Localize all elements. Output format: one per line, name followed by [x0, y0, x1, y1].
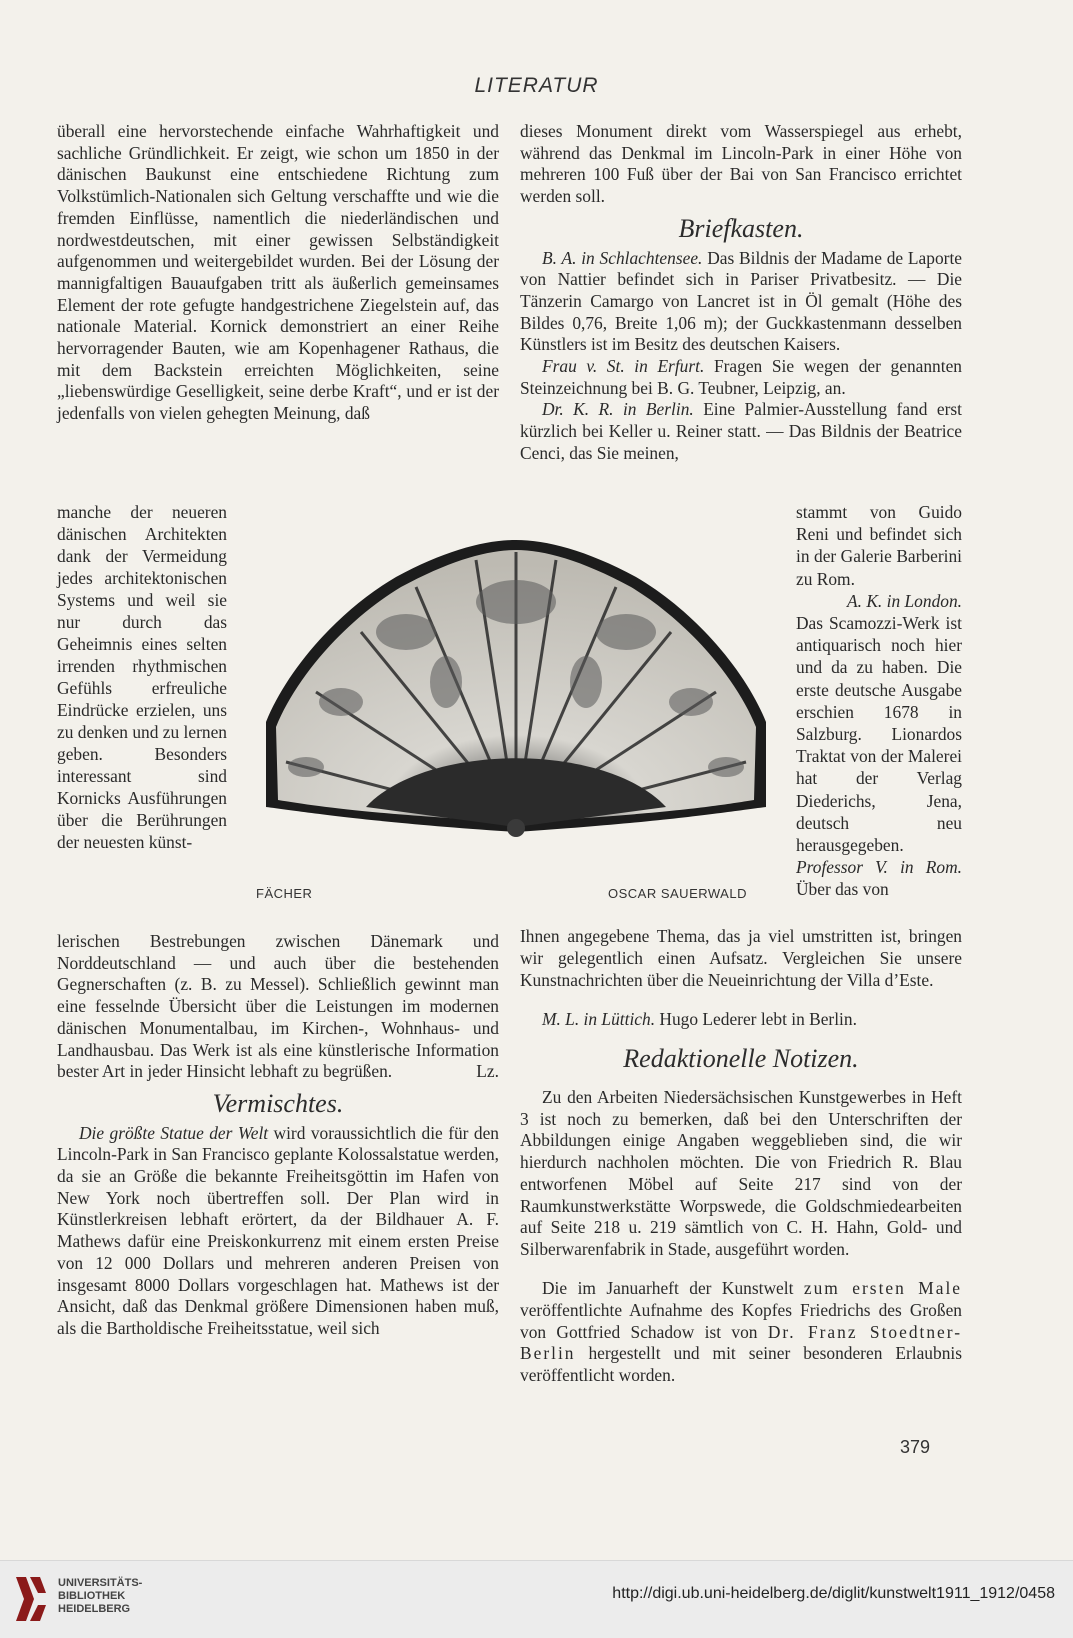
- heading-briefkasten: Briefkasten.: [678, 213, 804, 243]
- left-column-top: [57, 121, 499, 425]
- right-column-bottom: [520, 909, 962, 1404]
- left-paragraph-3: [57, 931, 499, 1083]
- right-narrow-column: [796, 501, 962, 901]
- right-after-figure: Ihnen angegebene Thema, das ja viel umstritten ist, bringen wir gelegentlich einen Aufsatz. Vergleichen Sie unsere Kunstnachrichten über die Neueinrichtung der Villa d’Este.: [520, 926, 962, 990]
- entry-text: Eine Palmier-Ausstellung fand erst kürzlich bei Keller u. Reiner statt. — Das Bildnis der Beatrice Cenci, das Sie meinen,: [520, 399, 962, 463]
- heading-vermischtes: Vermischtes.: [212, 1088, 344, 1118]
- narrow-professor-entry: [796, 856, 962, 900]
- briefkasten-entry: [520, 248, 962, 357]
- briefkasten-entry-lüttich: [520, 1009, 962, 1031]
- redaktion-text: veröffentlichte Aufnahme des Kopfes Friedrichs des Großen von Gottfried Schadow ist von: [520, 1299, 962, 1342]
- heading-redaktionelle-notizen: Redaktionelle Notizen.: [623, 1043, 859, 1073]
- left-narrow-column: [57, 501, 227, 853]
- briefkasten-entry: [520, 399, 962, 464]
- narrow-runin-london: A. K. in London.: [847, 590, 962, 611]
- entry-text: Das Bildnis der Madame de Laporte von Nattier befindet sich in Pariser Privatbesitz. — Die Tänzerin Camargo von Lancret ist in Öl gemalt (Höhe des Bildes 0,76, Breite 1,06 m); der Guckkastenmann desselben Künstlers ist im Besitz des deutschen Kaisers.: [520, 247, 962, 355]
- entry-text: Fragen Sie wegen der genannten Steinzeichnung bei B. G. Teubner, Leipzig, an.: [520, 356, 962, 398]
- library-name: [58, 1577, 142, 1616]
- fan-pivot: [507, 819, 525, 837]
- figure-caption-title: FÄCHER: [256, 886, 313, 901]
- running-head: LITERATUR: [474, 74, 599, 97]
- entry-text: Hugo Lederer lebt in Berlin.: [659, 1008, 857, 1029]
- right-column-top: [520, 121, 962, 465]
- narrow-text-professor: Über das von: [796, 879, 889, 900]
- narrow-runin-professor: Professor V. in Rom.: [796, 857, 962, 878]
- left-column-bottom: [57, 931, 499, 1340]
- fan-illustration: [246, 522, 786, 882]
- library-name-line: BIBLIOTHEK: [58, 1590, 126, 1602]
- statue-text: wird voraussichtlich die für den Lincoln-Park in San Francisco geplante Kolossalstatue werden, da sie an Größe die bekannte Freiheitsgöttin im Hafen von New York noch übertreffen soll. Der Plan wird in Künstlerkreisen lebhaft erörtert, da der Bildhauer A. F. Mathews dafür eine Preiskonkurrenz mit einem ersten Preise von 12 000 Dollars und mehreren anderen Preisen von insgesamt 8000 Dollars vorgeschlagen hat. Mathews ist der Ansicht, daß das Denkmal größere Dimensionen haben muß, als die Bartholdische Freiheitsstatue, weil sich: [57, 1122, 499, 1338]
- redaktion-text: Die im Januarheft der Kunstwelt: [542, 1278, 794, 1299]
- redaktion-paragraph-1: Zu den Arbeiten Niedersächsischen Kunstgewerbes in Heft 3 ist noch zu bemerken, daß bei den Unterschriften der Abbildungen einige Angaben weggeblieben sind, die wir hierdurch nachholen möchten. Die von Friedrich R. Blau entworfenen Möbel auf Seite 217 sind von der Raumkunstwerkstätte Worpswede, die Goldschmiedearbeiten auf Seite 218 u. 219 sämtlich von C. H. Hahn, Gold- und Silberwarenfabrik in Stade, ausgeführt worden.: [520, 1087, 962, 1259]
- figure-caption-artist: OSCAR SAUERWALD: [608, 886, 747, 901]
- entry-runin: Frau v. St. in Erfurt.: [542, 356, 705, 377]
- university-library-logo-icon: [12, 1573, 48, 1625]
- statue-paragraph: [57, 1123, 499, 1340]
- narrow-text-guido: stammt von Guido Reni und befindet sich in der Galerie Barberini zu Rom.: [796, 502, 962, 589]
- redaktion-paragraph-2: [520, 1278, 962, 1387]
- library-name-line: HEIDELBERG: [58, 1603, 131, 1615]
- entry-runin: B. A. in Schlachtensee.: [542, 247, 703, 268]
- briefkasten-entry: [520, 356, 962, 399]
- digitization-footer: [0, 1560, 1073, 1638]
- right-continuation: dieses Monument direkt vom Wasserspiegel aus erhebt, während das Denkmal im Lincoln-Park in einer Höhe von mehreren 100 Fuß über der Bai von San Francisco errichtet werden soll.: [520, 121, 962, 207]
- entry-runin: Dr. K. R. in Berlin.: [542, 399, 694, 420]
- redaktion-spaced-text: zum ersten Male: [803, 1278, 962, 1299]
- redaktion-text: hergestellt und mit seiner besonderen Erlaubnis veröffentlicht worden.: [520, 1343, 962, 1385]
- source-url-link[interactable]: http://digi.ub.uni-heidelberg.de/diglit/kunstwelt1911_1912/0458: [612, 1585, 1055, 1602]
- review-signature: Lz.: [476, 1061, 499, 1082]
- page-number: 379: [900, 1437, 931, 1457]
- left-paragraph-3-text: lerischen Bestrebungen zwischen Dänemark und Norddeutschland — und auch über die bestehenden Gegnerschaften (z. B. zu Messel). Schließlich gewinnt man eine fesselnde Übersicht über die Leistungen im modernen dänischen Monumentalbau, im Kirchen-, Wohnhaus- und Landhausbau. Das Werk ist als eine künstlerische Information bester Art in jeder Hinsicht lebhaft zu begrüßen.: [57, 931, 499, 1082]
- entry-runin: M. L. in Lüttich.: [542, 1008, 656, 1029]
- left-narrow-paragraph: manche der neueren dänischen Architekten dank der Vermeidung jedes architektonischen Systems und weil sie nur durch das Geheimnis eines selten irrenden rhythmischen Gefühls erfreuliche Eindrücke erzielen, uns zu denken und zu lernen geben. Besonders interessant sind Kornicks Ausführungen über die Berührungen der neuesten künst-: [57, 502, 227, 852]
- redaktion-spaced-text: Dr. Franz Stoedtner-Berlin: [520, 1321, 963, 1364]
- narrow-text-scamozzi: Das Scamozzi-Werk ist antiquarisch noch hier und da zu haben. Die erste deutsche Ausgabe erschien 1678 in Salzburg. Lionardos Traktat von der Malerei hat der Verlag Diederichs, Jena, deutsch neu herausgegeben.: [796, 613, 962, 856]
- statue-runin: Die größte Statue der Welt: [79, 1122, 269, 1143]
- left-paragraph-1: überall eine hervorstechende einfache Wahrhaftigkeit und sachliche Gründlichkeit. Er zeigt, wie schon um 1850 in der dänischen Baukunst eine entschiedene Richtung zum Volkstümlich-Nationalen sich Geltung verschaffte und wie die fremden Einflüsse, namentlich die niederländischen und nordwestdeutschen, mit einer gewissen Selbständigkeit aufgenommen und weitergebildet wurden. Bei der Lösung der mannigfaltigen Bauaufgaben tritt als äußerlich gemeinsames Element der rote gefugte handgestrichene Ziegelstein auf, das nationale Material. Kornick demonstriert an einer Reihe hervorragender Bauten, wie am Kopenhagener Rathaus, die mit dem Backstein erreichten Möglichkeiten, seine „liebenswürdige Geselligkeit, seine derbe Kraft“, und er ist der jedenfalls von vielen gehegten Meinung, daß: [57, 121, 499, 424]
- library-name-line: UNIVERSITÄTS-: [58, 1577, 143, 1589]
